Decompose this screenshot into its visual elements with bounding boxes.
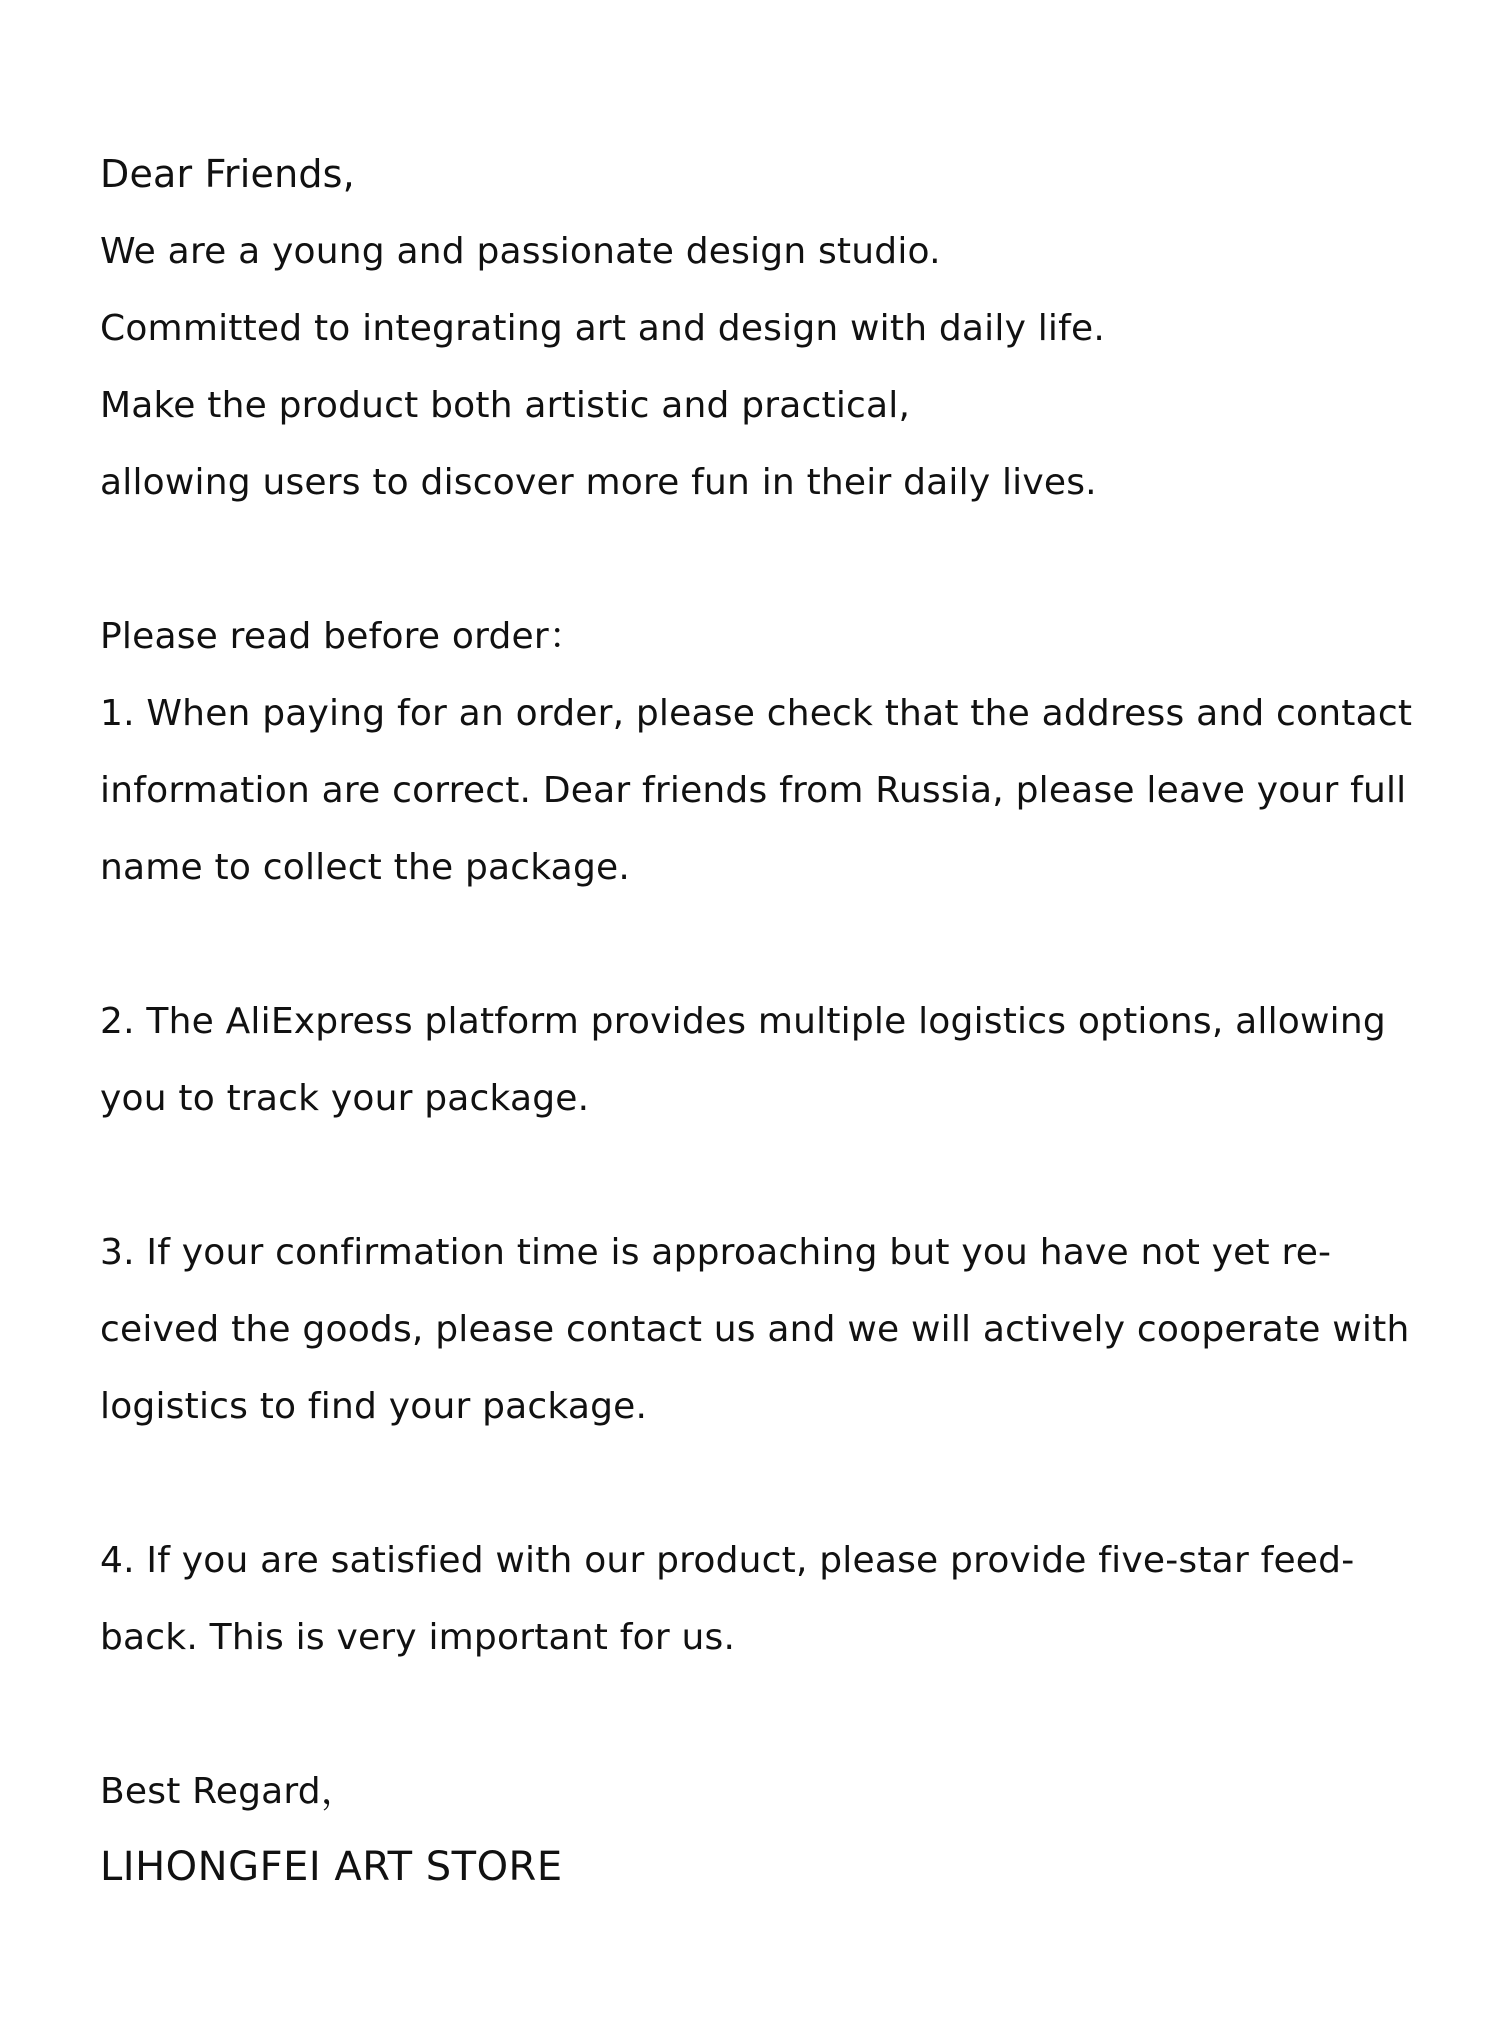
note-1-line: information are correct. Dear friends from Russia, please leave your full	[100, 770, 1407, 811]
greeting: Dear Friends,	[100, 152, 355, 196]
note-2-line: you to track your package.	[100, 1078, 590, 1119]
closing: Best Regard，	[100, 1771, 358, 1812]
note-3-line: logistics to find your package.	[100, 1386, 648, 1427]
note-1-line: 1. When paying for an order, please check that the address and contact	[100, 693, 1413, 734]
note-1-line: name to collect the package.	[100, 847, 630, 888]
note-2-line: 2. The AliExpress platform provides multiple logistics options, allowing	[100, 1001, 1386, 1042]
intro-line: We are a young and passionate design studio.	[100, 231, 941, 272]
note-3-line: 3. If your confirmation time is approaching but you have not yet re-	[100, 1232, 1332, 1273]
signature: LIHONGFEI ART STORE	[100, 1844, 563, 1890]
intro-line: Make the product both artistic and practical,	[100, 385, 911, 426]
notice-heading: Please read before order：	[100, 616, 586, 657]
intro-line: allowing users to discover more fun in their daily lives.	[100, 462, 1097, 503]
note-3-line: ceived the goods, please contact us and we will actively cooperate with	[100, 1309, 1410, 1350]
note-4-line: back. This is very important for us.	[100, 1617, 736, 1658]
intro-line: Committed to integrating art and design with daily life.	[100, 308, 1105, 349]
note-4-line: 4. If you are satisfied with our product, please provide five-star feed-	[100, 1540, 1355, 1581]
